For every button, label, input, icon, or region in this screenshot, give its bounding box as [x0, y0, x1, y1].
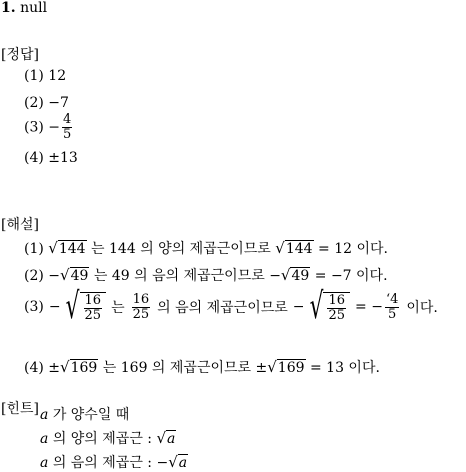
- answer-value: 12: [48, 68, 67, 84]
- explanation-text: 는 169 의 제곱근이므로: [102, 360, 252, 376]
- answer-label: (3): [24, 119, 44, 136]
- radicand: 169: [70, 360, 98, 376]
- explanation-text: 의 음의 제곱근이므로: [157, 300, 288, 316]
- answer-label: (4): [24, 150, 44, 166]
- sqrt-fraction-expression: [61, 286, 107, 327]
- radicand: 144: [285, 241, 313, 257]
- fraction-numerator: 16: [328, 292, 346, 308]
- equals-sign: = −: [355, 299, 383, 315]
- answer-fraction: [62, 113, 72, 142]
- sqrt-icon: √: [60, 266, 70, 284]
- problem-text: null: [20, 0, 48, 16]
- explanation-label: (3): [24, 299, 44, 315]
- radicand: 49: [70, 268, 89, 284]
- sqrt-icon: √: [65, 286, 79, 327]
- sqrt-expression: [60, 266, 89, 284]
- fraction-numerator: ‘4: [385, 291, 399, 307]
- hint-line-2: [40, 428, 176, 448]
- sqrt-icon: √: [267, 358, 277, 376]
- explanation-label: (4): [24, 360, 44, 376]
- sqrt-expression: [60, 358, 98, 376]
- sqrt-icon: √: [275, 239, 285, 257]
- sqrt-fraction-expression: [305, 286, 351, 327]
- fraction-numerator: 4: [63, 112, 72, 127]
- hint-line-1-content: [40, 404, 129, 424]
- explanation-end: 이다.: [406, 300, 438, 316]
- explanation-item-4: [24, 357, 380, 377]
- hint-header: [힌트]: [1, 401, 39, 417]
- fraction-denominator: 25: [132, 306, 150, 322]
- explanation-item-1: [24, 238, 388, 258]
- fraction: [385, 293, 399, 322]
- sqrt-expression: [48, 239, 86, 257]
- variable-a: a: [40, 455, 49, 471]
- sign: −: [292, 299, 305, 315]
- fraction-denominator: 25: [84, 307, 102, 323]
- explanation-item-2: [24, 265, 388, 285]
- answer-sign: −: [48, 119, 61, 136]
- sqrt-icon: √: [168, 453, 178, 471]
- sqrt-expression: [267, 358, 305, 376]
- fraction-numerator: 16: [84, 292, 102, 308]
- sqrt-icon: √: [48, 239, 58, 257]
- hint-text: 의 양의 제곱근 :: [52, 431, 153, 447]
- answer-item-4: [24, 150, 78, 166]
- radicand: 49: [291, 268, 310, 284]
- problem-line: [1, 0, 47, 16]
- explanation-label: (2): [24, 268, 44, 284]
- sqrt-expression: [168, 453, 188, 471]
- explanation-text: 는: [111, 300, 125, 316]
- explanation-label: (1): [24, 241, 44, 257]
- answer-header: [정답]: [1, 47, 39, 63]
- radicand-fraction: [84, 294, 103, 323]
- sign: −: [48, 268, 61, 284]
- sqrt-icon: √: [156, 429, 167, 447]
- answer-item-2: [24, 95, 69, 111]
- sqrt-expression: [156, 429, 176, 447]
- explanation-result: = 13 이다.: [309, 360, 380, 376]
- explanation-result: = −7 이다.: [314, 268, 388, 284]
- sign: ±: [255, 360, 268, 376]
- fraction: [132, 293, 151, 322]
- explanation-header: [해설]: [1, 217, 39, 233]
- sign: −: [269, 268, 281, 284]
- sqrt-icon: √: [60, 358, 70, 376]
- radicand: a: [178, 455, 188, 471]
- fraction-denominator: 25: [328, 307, 346, 323]
- radicand: 144: [58, 241, 86, 257]
- hint-text: 의 음의 제곱근 : −: [52, 455, 169, 471]
- radicand: 169: [277, 360, 305, 376]
- answer-label: (1): [24, 68, 44, 84]
- sqrt-expression: [275, 239, 313, 257]
- answer-item-1: [24, 68, 66, 84]
- sqrt-icon: √: [280, 266, 291, 284]
- explanation-text: 는 49 의 음의 제곱근이므로: [93, 268, 265, 284]
- explanation-item-3: [24, 286, 438, 327]
- radicand-fraction: [327, 294, 346, 323]
- explanation-result: = 12 이다.: [318, 241, 388, 257]
- fraction-denominator: 5: [63, 127, 72, 142]
- fraction-numerator: 16: [132, 291, 150, 307]
- sqrt-expression: [281, 266, 310, 284]
- explanation-text: 는 144 의 양의 제곱근이므로: [91, 241, 271, 257]
- answer-value: −7: [48, 95, 69, 111]
- sqrt-icon: √: [309, 286, 323, 327]
- hint-text: 가 양수일 때: [52, 407, 130, 423]
- variable-a: a: [40, 407, 49, 423]
- fraction-denominator: 5: [388, 306, 397, 322]
- answer-label: (2): [24, 95, 44, 111]
- problem-number: 1.: [1, 0, 16, 16]
- answer-item-3: [24, 113, 74, 142]
- answer-value: ±13: [48, 150, 78, 166]
- hint-line-3: [40, 452, 188, 472]
- sign: −: [48, 299, 61, 315]
- variable-a: a: [40, 431, 49, 447]
- radicand: a: [167, 431, 176, 447]
- sign: ±: [48, 360, 61, 376]
